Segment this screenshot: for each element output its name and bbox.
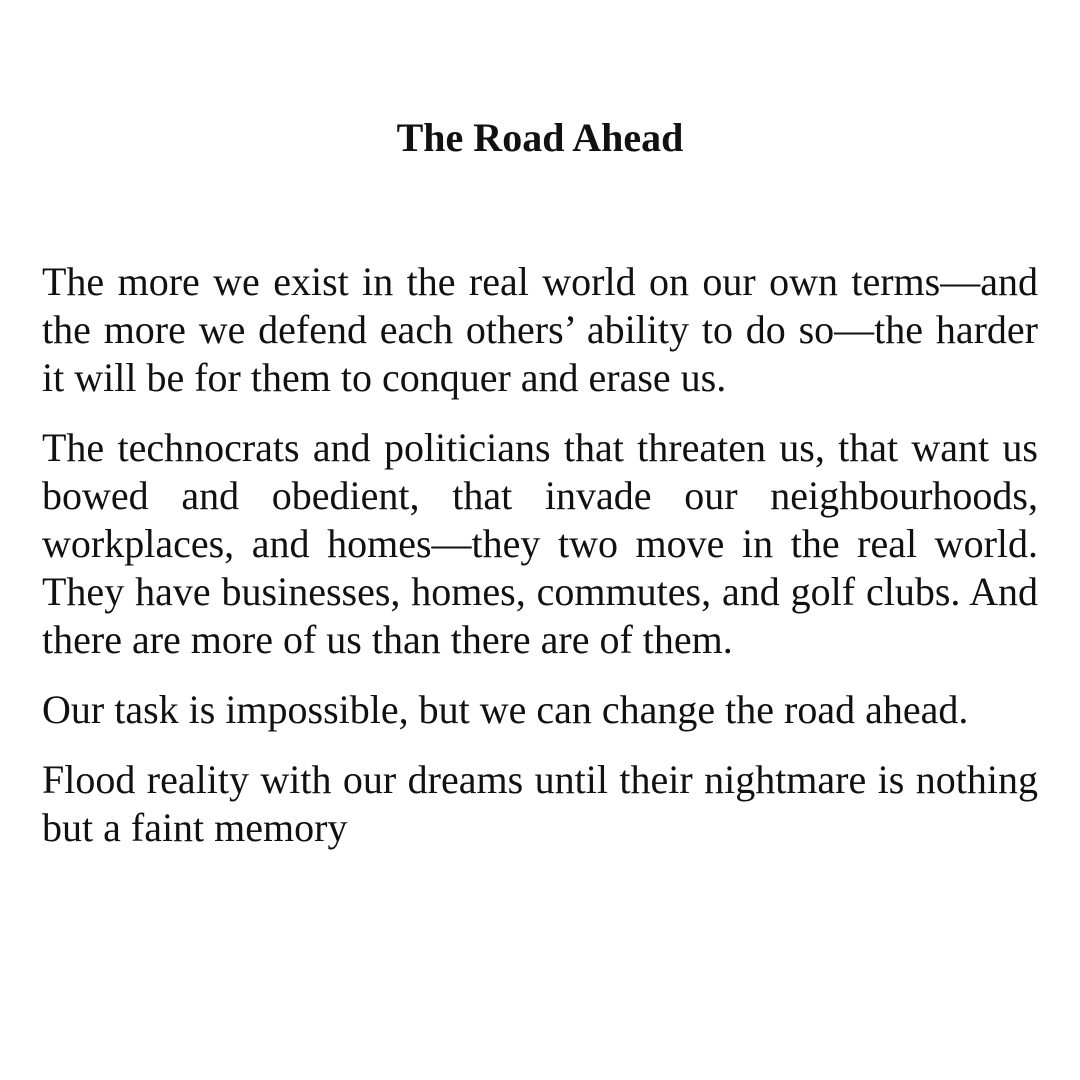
paragraph: The more we exist in the real world on our own terms—and the more we defend each others’ ability to do so—the harder it will be for them to conquer and erase us. <box>42 259 1038 400</box>
paragraph: Our task is impossible, but we can change the road ahead. <box>42 687 969 732</box>
paragraph: The technocrats and politicians that threaten us, that want us bowed and obedient, that invade our neighbourhoods, workplaces, and homes—they two move in the real world. They have businesses, homes, commutes, and golf clubs. And there are more of us than there are of them. <box>42 425 1038 662</box>
paragraph: Flood reality with our dreams until their nightmare is nothing but a faint memory <box>42 757 1038 850</box>
page-title: The Road Ahead <box>396 115 684 160</box>
document-body <box>42 258 1038 874</box>
